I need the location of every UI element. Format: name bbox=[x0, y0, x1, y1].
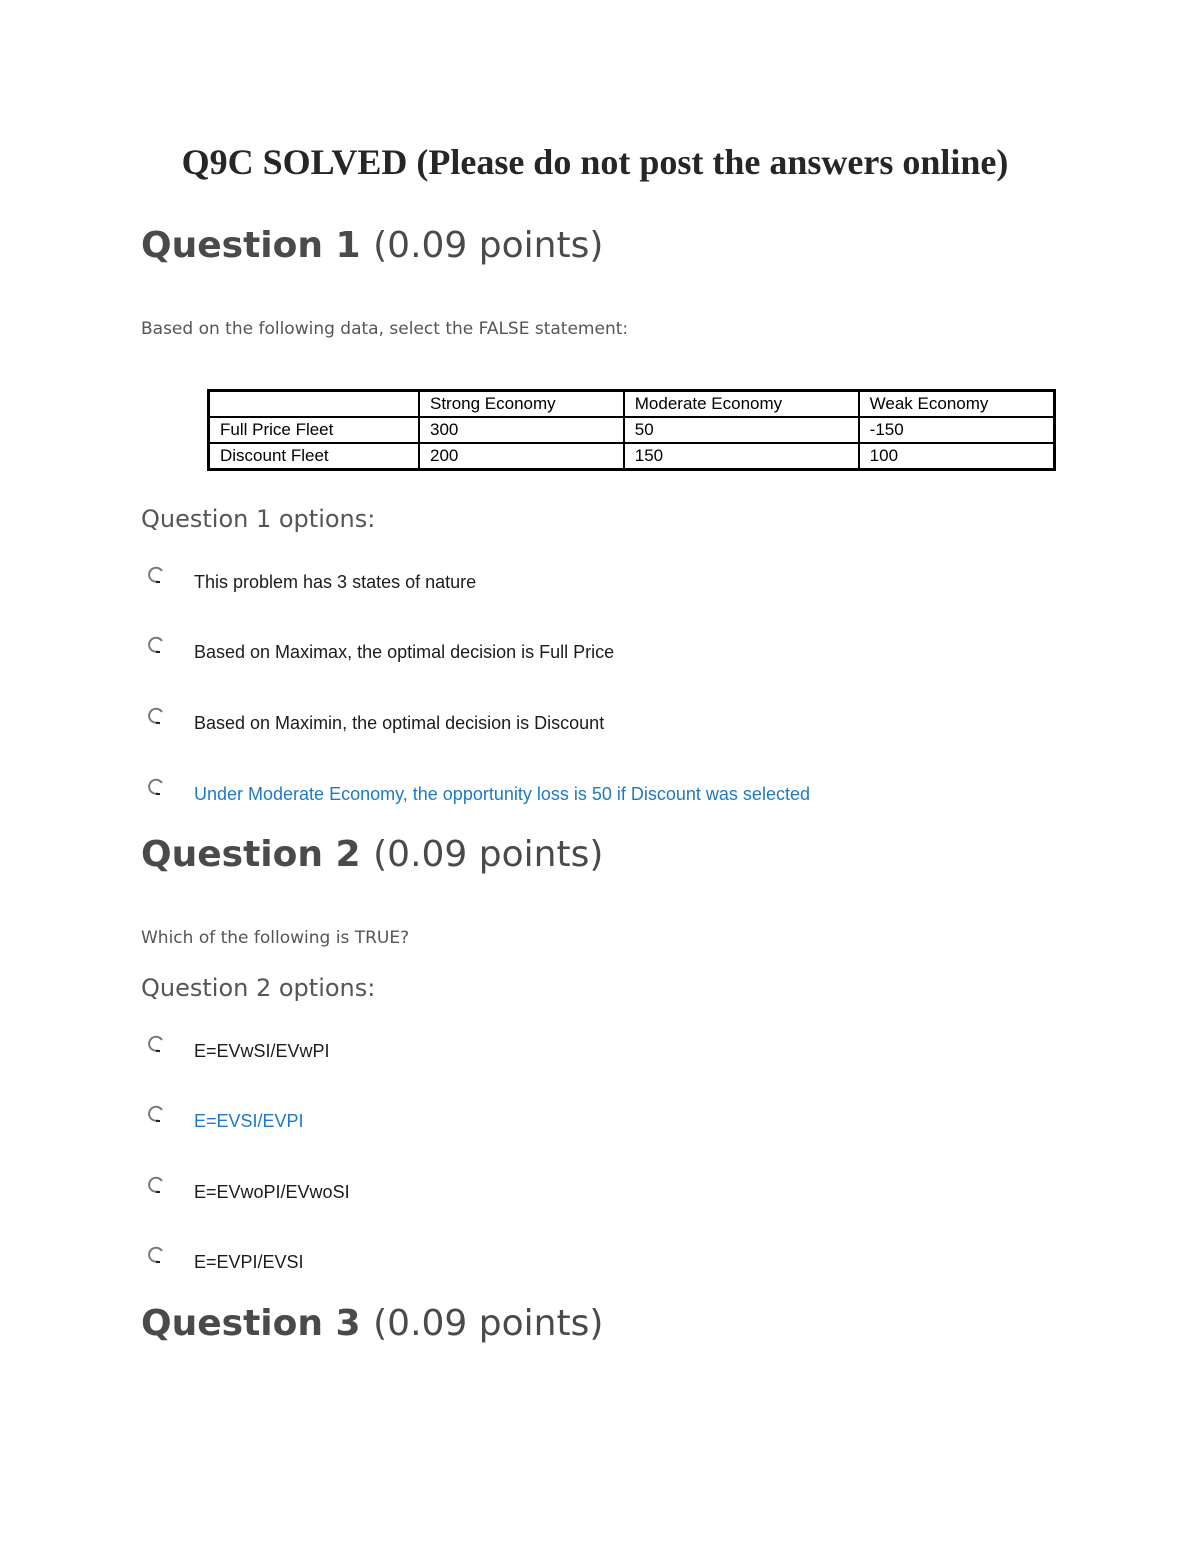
table-header-cell: Weak Economy bbox=[859, 391, 1055, 418]
question-2-prompt: Which of the following is TRUE? bbox=[141, 928, 410, 948]
table-header-cell: Strong Economy bbox=[419, 391, 624, 418]
table-cell: 50 bbox=[624, 417, 859, 443]
table-row bbox=[209, 417, 1055, 443]
option-label-answer: E=EVSI/EVPI bbox=[194, 1111, 304, 1131]
option-label-answer: Under Moderate Economy, the opportunity loss is 50 if Discount was selected bbox=[194, 784, 810, 804]
table-cell: 200 bbox=[419, 443, 624, 470]
radio-button-icon[interactable] bbox=[145, 634, 167, 656]
table-header-cell bbox=[209, 391, 420, 418]
option-label: E=EVwoPI/EVwoSI bbox=[194, 1182, 350, 1202]
question-1-prompt: Based on the following data, select the FALSE statement: bbox=[141, 319, 629, 339]
radio-button-icon[interactable] bbox=[145, 564, 167, 586]
question-2-option-2[interactable] bbox=[145, 1103, 1045, 1139]
radio-button-icon[interactable] bbox=[145, 1244, 167, 1266]
option-label: E=EVPI/EVSI bbox=[194, 1252, 304, 1272]
radio-button-icon[interactable] bbox=[145, 776, 167, 798]
question-1-options-heading: Question 1 options: bbox=[141, 505, 376, 533]
table-header-cell: Moderate Economy bbox=[624, 391, 859, 418]
radio-button-icon[interactable] bbox=[145, 1033, 167, 1055]
option-label: Based on Maximin, the optimal decision is Discount bbox=[194, 713, 605, 733]
table-cell: 150 bbox=[624, 443, 859, 470]
payoff-table bbox=[207, 389, 1056, 471]
radio-button-icon[interactable] bbox=[145, 1174, 167, 1196]
question-1-option-4[interactable] bbox=[145, 776, 1045, 812]
table-row bbox=[209, 443, 1055, 470]
question-3-label: Question 3 bbox=[141, 1303, 361, 1344]
page-title: Q9C SOLVED (Please do not post the answers online) bbox=[181, 142, 1009, 182]
question-3-heading bbox=[141, 1300, 603, 1348]
option-label: Based on Maximax, the optimal decision is Full Price bbox=[194, 642, 615, 662]
question-1-heading bbox=[141, 222, 603, 270]
question-1-label: Question 1 bbox=[141, 225, 361, 266]
question-1-option-3[interactable] bbox=[145, 705, 1045, 741]
table-cell: Discount Fleet bbox=[209, 443, 420, 470]
radio-button-icon[interactable] bbox=[145, 705, 167, 727]
question-2-option-3[interactable] bbox=[145, 1174, 1045, 1210]
table-cell: 300 bbox=[419, 417, 624, 443]
question-1-option-1[interactable] bbox=[145, 564, 1045, 600]
question-2-option-1[interactable] bbox=[145, 1033, 1045, 1069]
question-2-label: Question 2 bbox=[141, 834, 361, 875]
option-label: E=EVwSI/EVwPI bbox=[194, 1041, 330, 1061]
question-2-heading bbox=[141, 831, 603, 879]
question-2-points: (0.09 points) bbox=[373, 834, 604, 875]
table-cell: -150 bbox=[859, 417, 1055, 443]
table-header-row bbox=[209, 391, 1055, 418]
table-cell: 100 bbox=[859, 443, 1055, 470]
question-2-option-4[interactable] bbox=[145, 1244, 1045, 1280]
option-label: This problem has 3 states of nature bbox=[194, 572, 477, 592]
question-2-options-heading: Question 2 options: bbox=[141, 974, 376, 1002]
radio-button-icon[interactable] bbox=[145, 1103, 167, 1125]
question-1-option-2[interactable] bbox=[145, 634, 1045, 670]
question-1-points: (0.09 points) bbox=[373, 225, 604, 266]
table-cell: Full Price Fleet bbox=[209, 417, 420, 443]
question-3-points: (0.09 points) bbox=[373, 1303, 604, 1344]
